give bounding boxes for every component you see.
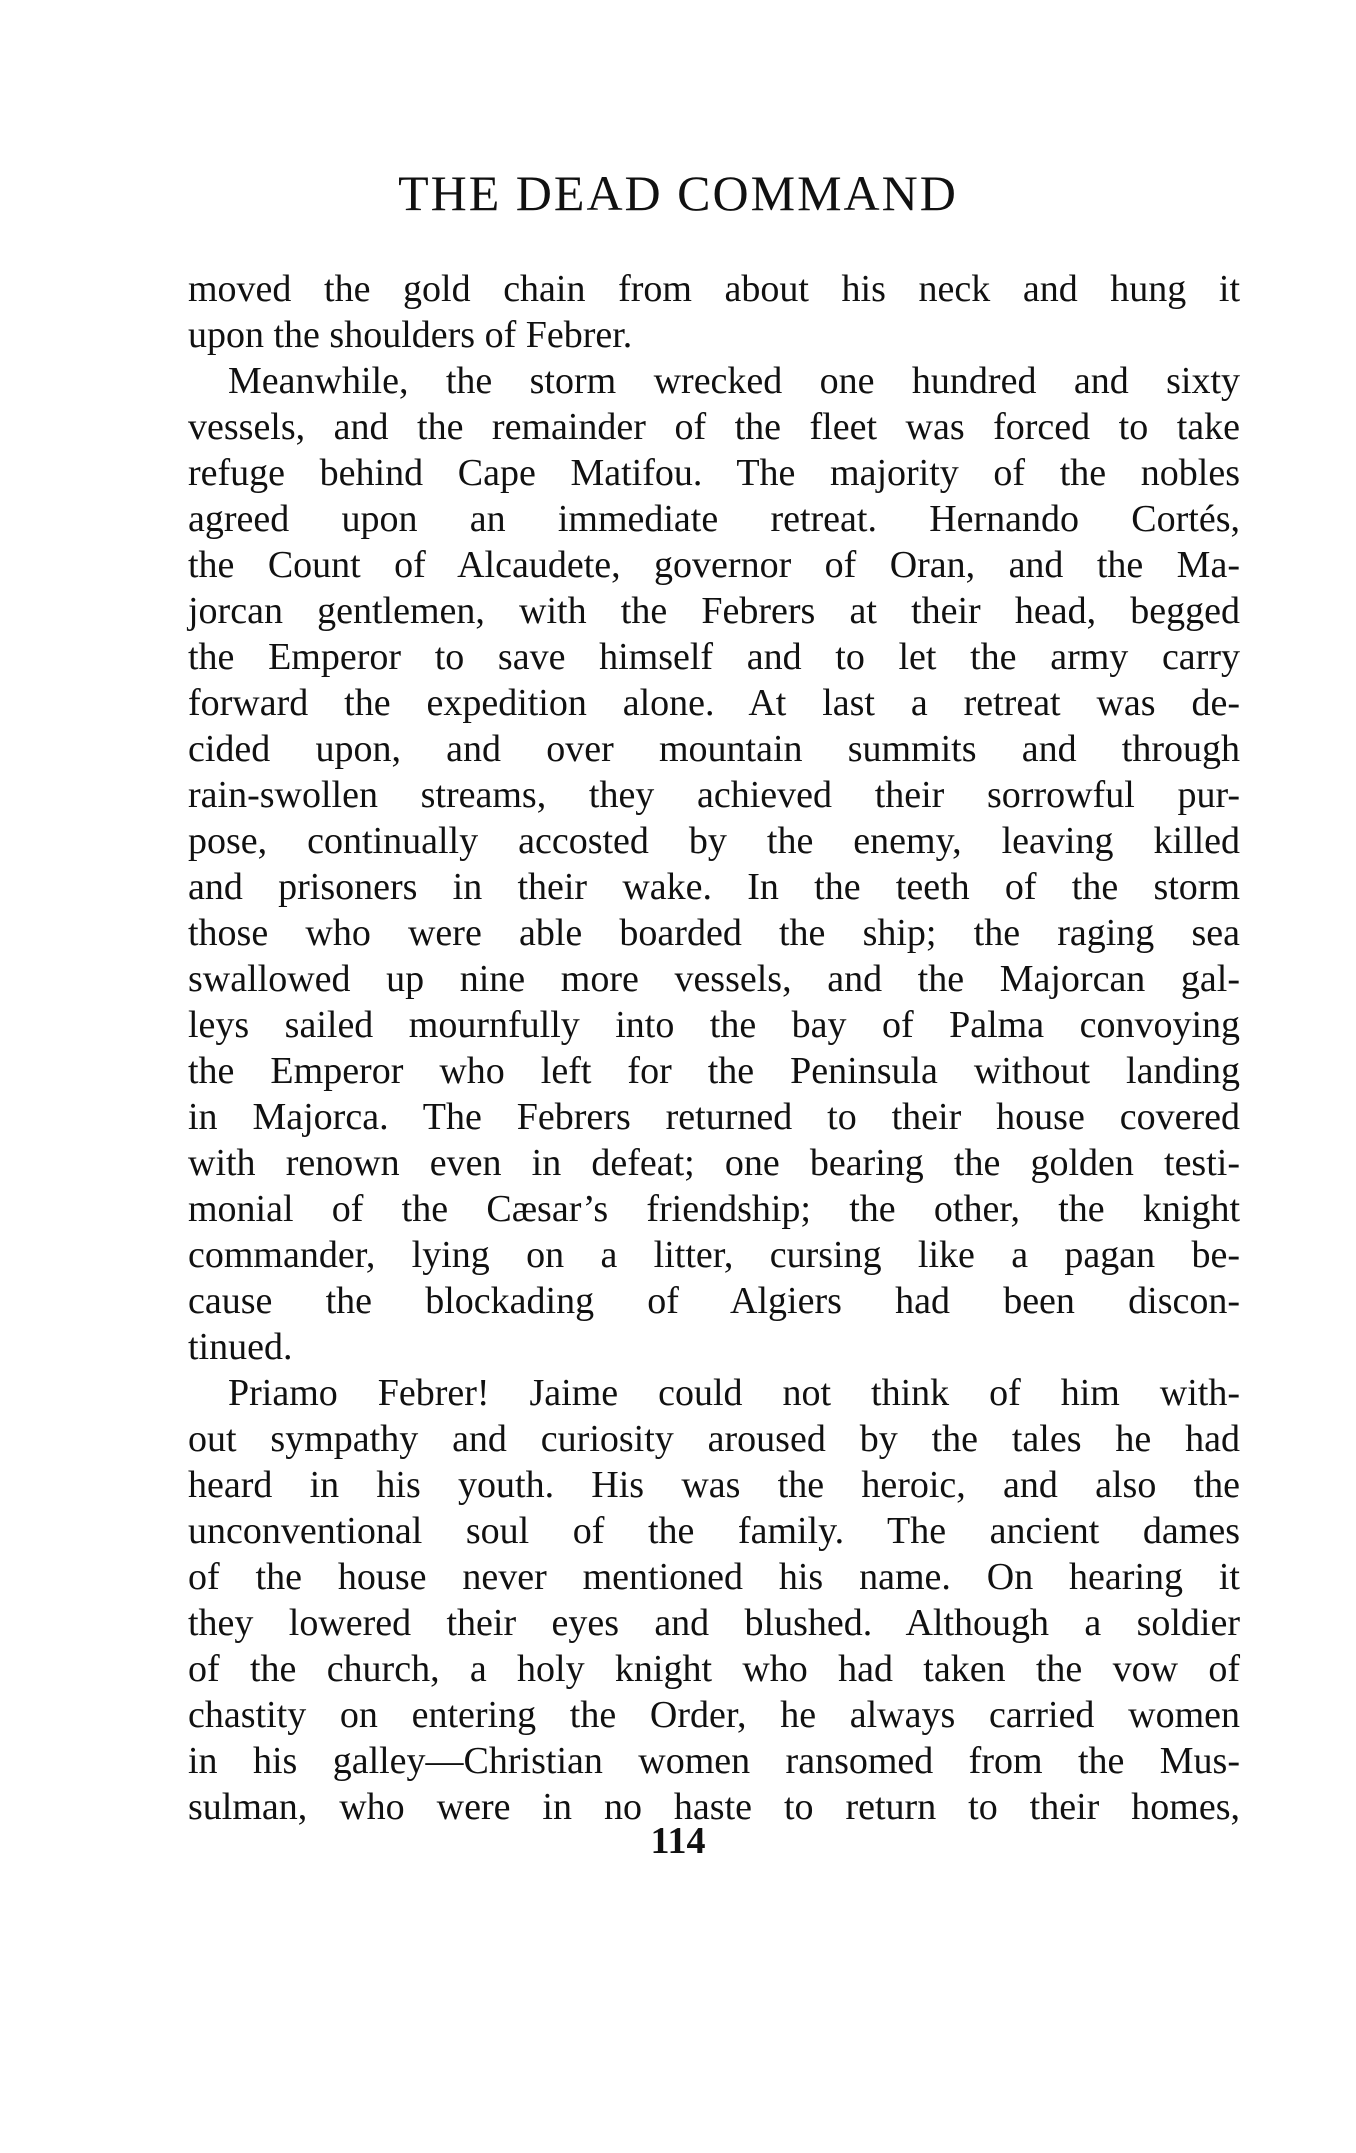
text-line: unconventional soul of the family. The ancient dames xyxy=(188,1510,1240,1552)
text-line: Priamo Febrer! Jaime could not think of him with- xyxy=(228,1372,1240,1414)
text-line: cided upon, and over mountain summits and through xyxy=(188,728,1240,770)
text-line: in his galley—Christian women ransomed from the Mus- xyxy=(188,1740,1240,1782)
paragraph-continued xyxy=(188,266,1240,358)
running-title: THE DEAD COMMAND xyxy=(398,165,958,221)
text-line: they lowered their eyes and blushed. Although a soldier xyxy=(188,1602,1240,1644)
text-line: pose, continually accosted by the enemy, leaving killed xyxy=(188,820,1240,862)
paragraph-retreat xyxy=(188,358,1240,1370)
text-line: swallowed up nine more vessels, and the Majorcan gal- xyxy=(188,958,1240,1000)
text-line: the Emperor to save himself and to let the army carry xyxy=(188,636,1240,678)
page-number: 114 xyxy=(650,1820,706,1862)
text-line: with renown even in defeat; one bearing the golden testi- xyxy=(188,1142,1240,1184)
text-line: moved the gold chain from about his neck and hung it xyxy=(188,268,1240,310)
text-line: of the church, a holy knight who had taken the vow of xyxy=(188,1648,1240,1690)
text-line: forward the expedition alone. At last a retreat was de- xyxy=(188,682,1240,724)
text-line: vessels, and the remainder of the fleet was forced to take xyxy=(188,406,1240,448)
text-line: monial of the Cæsar’s friendship; the other, the knight xyxy=(188,1188,1240,1230)
body-text xyxy=(188,266,1240,1830)
text-line: refuge behind Cape Matifou. The majority of the nobles xyxy=(188,452,1240,494)
text-line: jorcan gentlemen, with the Febrers at their head, begged xyxy=(188,590,1240,632)
text-line: of the house never mentioned his name. On hearing it xyxy=(188,1556,1240,1598)
text-line: tinued. xyxy=(188,1326,293,1368)
text-line: upon the shoulders of Febrer. xyxy=(188,314,633,356)
text-line: commander, lying on a litter, cursing like a pagan be- xyxy=(188,1234,1240,1276)
text-line: in Majorca. The Febrers returned to their house covered xyxy=(188,1096,1240,1138)
text-line: heard in his youth. His was the heroic, and also the xyxy=(188,1464,1240,1506)
text-line: sulman, who were in no haste to return to their homes, xyxy=(188,1786,1240,1828)
text-line: and prisoners in their wake. In the teeth of the storm xyxy=(188,866,1240,908)
text-line: cause the blockading of Algiers had been discon- xyxy=(188,1280,1240,1322)
text-line: rain-swollen streams, they achieved their sorrowful pur- xyxy=(188,774,1240,816)
text-line: the Count of Alcaudete, governor of Oran, and the Ma- xyxy=(188,544,1240,586)
text-line: Meanwhile, the storm wrecked one hundred and sixty xyxy=(228,360,1240,402)
text-line: chastity on entering the Order, he always carried women xyxy=(188,1694,1240,1736)
text-line: leys sailed mournfully into the bay of Palma convoying xyxy=(188,1004,1240,1046)
text-line: those who were able boarded the ship; the raging sea xyxy=(188,912,1240,954)
text-line: the Emperor who left for the Peninsula without landing xyxy=(188,1050,1240,1092)
text-line: agreed upon an immediate retreat. Hernando Cortés, xyxy=(188,498,1240,540)
text-line: out sympathy and curiosity aroused by the tales he had xyxy=(188,1418,1240,1460)
paragraph-priamo xyxy=(188,1370,1240,1830)
